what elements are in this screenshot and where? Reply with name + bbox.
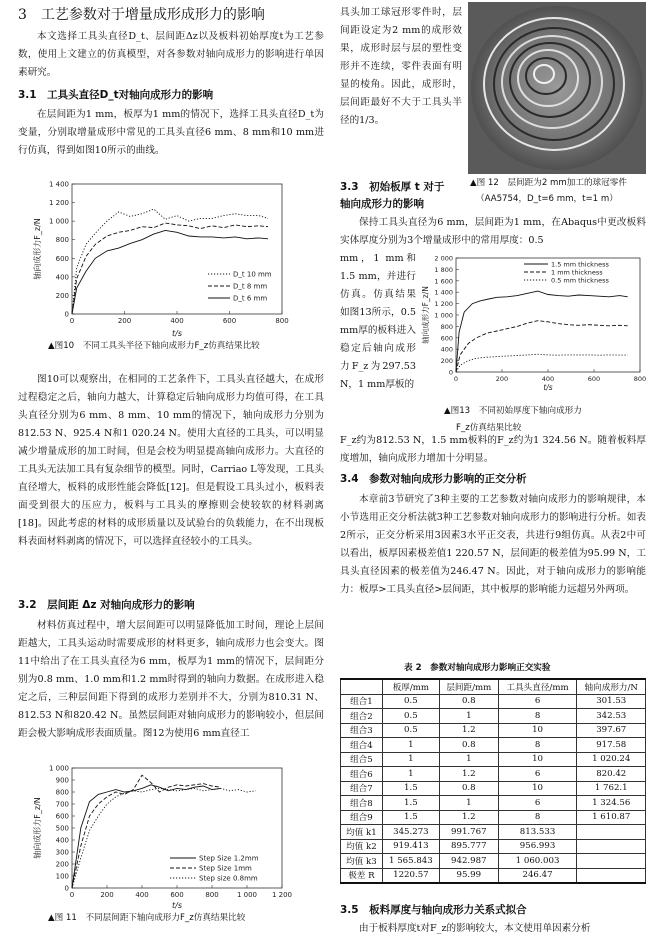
table-cell: 组合4 xyxy=(341,738,383,753)
table-cell: 8 xyxy=(498,810,577,825)
y-tick-label: 1 600 xyxy=(434,277,453,286)
table-cell: 342.53 xyxy=(577,709,646,724)
legend-label: D_t 6 mm xyxy=(233,294,268,303)
s35-paragraph: 由于板料厚度t对F_z的影响较大，本文使用单因素分析 xyxy=(359,923,591,934)
section-heading: 3 工艺参数对于增量成形成形力的影响 xyxy=(18,7,265,23)
table-cell: 1 xyxy=(382,738,439,753)
table-cell: 1 xyxy=(439,752,498,767)
y-tick-label: 800 xyxy=(55,236,69,245)
table-cell: 1 565.843 xyxy=(382,854,439,869)
legend-label: D_t 8 mm xyxy=(233,282,268,291)
table-cell: 301.53 xyxy=(577,694,646,709)
table-row xyxy=(341,868,646,883)
x-tick-label: 800 xyxy=(633,375,647,383)
table-header-cell: 轴向成形力/N xyxy=(577,679,646,694)
figure-10-caption: ▲图10 不同工具头半径下轴向成形力F_z仿真结果比较 xyxy=(48,341,260,351)
table-cell: 1 xyxy=(439,709,498,724)
table-row xyxy=(341,709,646,724)
figure-10-chart xyxy=(30,178,290,338)
y-tick-label: 800 xyxy=(440,322,453,331)
table-cell: 组合2 xyxy=(341,709,383,724)
s33-paragraph-a: 保持工具头直径为6 mm，层间距为1 mm，在Abaqus中更改板料实体厚度分别为3个增量成形中的常用厚度：0.5 xyxy=(340,217,646,246)
figure-13-caption: ▲图13 不同初始厚度下轴向成形力 xyxy=(444,406,582,416)
y-tick-label: 300 xyxy=(55,848,69,857)
s31-paragraph-2: 图10可以观察出，在相同的工艺条件下，工具头直径越大，在成形过程稳定之后，轴向力越大，计算稳定后轴向成形力均值可得，在工具头直径分别为6 mm、8 mm、10 mm的情况下，轴向成形力分别为812.53 N、925.4 N和1 020.24 N。使用大直径的工具头，可以明显减少增量成形的加工时间，但是会校为明显提高轴向成形力。大直径的工具头无法加工具有复杂细节的模型。同时，Carriao L等发现，工具头直径增大，板料的成形性能会降低[12]。但是假设工具头过小，板料表面受到很大的压应力，板料与工具头的摩擦则会使较软的材料剥离[18]。因此考虑的材料的成形质量以及试验台的负载能力，在不出现板料表面材料剥离的情况下，可以选择直径较小的工具头。 xyxy=(18,374,324,547)
table-row xyxy=(341,796,646,811)
table-cell: 组合1 xyxy=(341,694,383,709)
y-tick-label: 1 200 xyxy=(434,300,453,309)
plot-frame xyxy=(456,258,640,372)
table-cell: 均值 k1 xyxy=(341,825,383,840)
table-row xyxy=(341,781,646,796)
table-cell: 1.5 xyxy=(382,810,439,825)
table-row xyxy=(341,752,646,767)
table-cell: 组合6 xyxy=(341,767,383,782)
y-tick-label: 600 xyxy=(440,334,453,343)
table-cell: 1 762.1 xyxy=(577,781,646,796)
table-cell: 991.767 xyxy=(439,825,498,840)
table-cell: 组合3 xyxy=(341,723,383,738)
x-tick-label: 200 xyxy=(495,375,509,383)
legend-label: Step Size 1mm xyxy=(199,864,252,873)
heading-3-2: 3.2 层间距 Δz 对轴向成形力的影响 xyxy=(18,599,195,611)
legend-label: Step Size 1.2mm xyxy=(199,854,259,863)
intro-paragraph: 本文选择工具头直径D_t、层间距Δz以及板料初始厚度t为工艺参数，使用上文建立的仿真模型，对各参数对轴向成形力的影响进行单因素研究。 xyxy=(18,31,324,78)
x-tick-label: 0 xyxy=(69,317,75,325)
ball-cap-part-image xyxy=(468,2,646,174)
x-tick-label: 0 xyxy=(453,375,459,383)
x-tick-label: 400 xyxy=(170,317,184,325)
table-cell: 均值 k3 xyxy=(341,854,383,869)
table-cell: 0.8 xyxy=(439,738,498,753)
table-cell: 0.5 xyxy=(382,709,439,724)
table-cell: 1 xyxy=(439,796,498,811)
table-cell: 10 xyxy=(498,723,577,738)
table-row xyxy=(341,825,646,840)
table-cell xyxy=(577,854,646,869)
heading-3-3-line2: 轴向成形力的影响 xyxy=(340,198,424,210)
y-axis-label: 轴向成形力F_z/N xyxy=(33,797,42,859)
table-cell: 1.5 xyxy=(382,781,439,796)
y-axis-label: 轴向成形力F_z/N xyxy=(421,286,430,344)
table-cell: 246.47 xyxy=(498,868,577,883)
legend-label: 1.5 mm thickness xyxy=(551,260,609,269)
y-axis-label: 轴向成形力F_z/N xyxy=(33,218,42,280)
legend-label: D_t 10 mm xyxy=(233,270,272,279)
table-cell: 1 324.56 xyxy=(577,796,646,811)
table-cell: 1.5 xyxy=(382,796,439,811)
legend-label: 0.5 mm thickness xyxy=(551,276,609,285)
y-tick-label: 500 xyxy=(55,824,69,833)
x-tick-label: 600 xyxy=(587,375,601,383)
figure-13-chart xyxy=(420,252,646,392)
s33-paragraph-side: mm，1 mm和1.5 mm，并进行仿真。仿真结果如图13所示，0.5 mm厚的板料进入稳定后轴向成形力F_z为297.53 N，1 mm厚板的 xyxy=(340,253,416,390)
series-line xyxy=(456,321,628,372)
table-cell: 1220.57 xyxy=(382,868,439,883)
figure-11-caption: ▲图 11 不同层间距下轴向成形力F_z仿真结果比较 xyxy=(48,913,246,923)
y-tick-label: 700 xyxy=(55,800,69,809)
table-row xyxy=(341,854,646,869)
table-cell: 6 xyxy=(498,796,577,811)
table-cell: 345.273 xyxy=(382,825,439,840)
y-tick-label: 400 xyxy=(55,836,69,845)
table-cell: 0.5 xyxy=(382,723,439,738)
table-header-cell: 板厚/mm xyxy=(382,679,439,694)
y-tick-label: 600 xyxy=(55,254,69,263)
y-tick-label: 200 xyxy=(55,860,69,869)
table-cell: 组合7 xyxy=(341,781,383,796)
y-tick-label: 0 xyxy=(448,368,453,377)
series-line xyxy=(456,291,628,372)
y-tick-label: 800 xyxy=(55,788,69,797)
y-tick-label: 2 000 xyxy=(434,254,453,263)
series-line xyxy=(72,785,221,888)
y-tick-label: 900 xyxy=(55,776,69,785)
x-tick-label: 200 xyxy=(117,317,132,325)
table-cell: 均值 k2 xyxy=(341,839,383,854)
x-axis-label: t/s xyxy=(172,901,182,910)
s33-paragraph-b: F_z约为812.53 N，1.5 mm板料的F_z约为1 324.56 N。随着板料厚度增加，轴向成形力增加十分明显。 xyxy=(340,435,646,464)
x-tick-label: 800 xyxy=(275,317,289,325)
s32-continued: 具头加工球冠形零件时，层间距设定为2 mm的成形效果，成形时层与层的塑性变形并不连续，零件表面有明显的棱角。因此，成形时，层间距最好不大于工具头半径的1/3。 xyxy=(340,7,462,126)
heading-3-3-line1: 3.3 初始板厚 t 对于 xyxy=(340,181,445,193)
table-row xyxy=(341,738,646,753)
y-tick-label: 600 xyxy=(55,812,69,821)
y-tick-label: 200 xyxy=(440,357,453,366)
x-tick-label: 1 200 xyxy=(271,891,293,899)
table-cell: 1 xyxy=(382,767,439,782)
y-tick-label: 1 200 xyxy=(48,199,69,208)
legend-label: 1 mm thickness xyxy=(551,268,603,277)
s34-paragraph: 本章前3节研究了3种主要的工艺参数对轴向成形力的影响规律，本小节选用正交分析法就3种工艺参数对轴向成形力的影响进行分析。如表2所示，正交分析采用3因素3水平正交表，共进行9组仿真。从表2中可以看出，板厚因素极差值1 220.57 N，层间距的极差值为95.99 N，工具头直径因素的极差值为246.47 N。因此，对于轴向成形力的影响能力：板厚>工具头直径>层间距，其中板厚的影响能力远超另外两项。 xyxy=(340,494,646,595)
table-row xyxy=(341,694,646,709)
table-cell: 0.5 xyxy=(382,694,439,709)
x-tick-label: 1 000 xyxy=(236,891,258,899)
y-tick-label: 1 000 xyxy=(434,311,453,320)
table-cell: 组合9 xyxy=(341,810,383,825)
table-cell xyxy=(577,868,646,883)
table-cell: 8 xyxy=(498,709,577,724)
table-cell: 10 xyxy=(498,781,577,796)
y-tick-label: 1 400 xyxy=(434,288,453,297)
s32-paragraph-1: 材料仿真过程中，增大层间距可以明显降低加工时间，理论上层间距越大，工具头运动时需要成形的材料更多，轴向成形力也会变大。图11中给出了在工具头直径为6 mm，板厚为1 mm的情况下，层间距分别为0.8 mm、1.0 mm和1.2 mm时得到的轴向力数据。在成形进入稳定之后，三种层间距下得到的成形力差别并不大，分别为810.31 N、812.53 N和820.42 N。虽然层间距对轴向成形力的影响较小，但层间距会极大影响成形表面质量。图12为使用6 mm直径工 xyxy=(18,620,324,739)
x-tick-label: 800 xyxy=(205,891,219,899)
x-axis-label: t/s xyxy=(172,329,182,338)
figure-11-chart xyxy=(30,762,293,910)
x-tick-label: 600 xyxy=(222,317,237,325)
x-axis-label: t/s xyxy=(543,383,553,392)
x-tick-label: 400 xyxy=(541,375,555,383)
figure-12-subcaption: （AA5754，D_t=6 mm，t=1 m） xyxy=(476,194,618,204)
x-tick-label: 200 xyxy=(100,891,114,899)
table-header-row xyxy=(341,679,646,694)
table-cell: 1 020.24 xyxy=(577,752,646,767)
table-row xyxy=(341,810,646,825)
table-cell: 919.413 xyxy=(382,839,439,854)
table-2 xyxy=(340,678,646,884)
heading-3-5: 3.5 板料厚度与轴向成形力关系式拟合 xyxy=(340,904,527,916)
table-row xyxy=(341,767,646,782)
table-cell: 820.42 xyxy=(577,767,646,782)
figure-12-photo xyxy=(468,2,646,174)
table-cell: 95.99 xyxy=(439,868,498,883)
table-2-caption: 表 2 参数对轴向成形力影响正交实验 xyxy=(404,663,551,673)
y-tick-label: 100 xyxy=(55,872,69,881)
y-tick-label: 200 xyxy=(55,291,69,300)
table-cell: 组合5 xyxy=(341,752,383,767)
table-row xyxy=(341,723,646,738)
table-cell: 1 060.003 xyxy=(498,854,577,869)
y-tick-label: 1 800 xyxy=(434,265,453,274)
figure-12-caption: ▲图 12 层间距为2 mm加工的球冠零件 xyxy=(470,178,627,188)
table-cell: 397.67 xyxy=(577,723,646,738)
table-cell: 8 xyxy=(498,738,577,753)
table-header-cell xyxy=(341,679,383,694)
table-cell: 956.993 xyxy=(498,839,577,854)
table-cell: 895.777 xyxy=(439,839,498,854)
table-header-cell: 工具头直径/mm xyxy=(498,679,577,694)
y-tick-label: 1 000 xyxy=(48,217,69,226)
table-row xyxy=(341,839,646,854)
table-cell: 6 xyxy=(498,694,577,709)
table-cell xyxy=(577,825,646,840)
x-tick-label: 400 xyxy=(135,891,149,899)
table-cell: 10 xyxy=(498,752,577,767)
table-cell: 917.58 xyxy=(577,738,646,753)
table-cell: 6 xyxy=(498,767,577,782)
table-header-cell: 层间距/mm xyxy=(439,679,498,694)
y-tick-label: 400 xyxy=(440,345,453,354)
x-tick-label: 0 xyxy=(69,891,75,899)
table-cell xyxy=(577,839,646,854)
heading-3-4: 3.4 参数对轴向成形力影响的正交分析 xyxy=(340,473,527,485)
table-cell: 942.987 xyxy=(439,854,498,869)
series-line xyxy=(456,354,628,372)
figure-13-caption-line2: F_z仿真结果比较 xyxy=(456,423,522,433)
table-cell: 1.2 xyxy=(439,767,498,782)
table-cell: 组合8 xyxy=(341,796,383,811)
table-cell: 1 610.87 xyxy=(577,810,646,825)
table-cell: 极差 R xyxy=(341,868,383,883)
s31-paragraph-1: 在层间距为1 mm，板厚为1 mm的情况下，选择工具头直径D_t为变量，分别取增量成形中常见的工具头直径6 mm、8 mm和10 mm进行仿真，得到如图10所示的曲线。 xyxy=(18,109,324,156)
table-cell: 1 xyxy=(382,752,439,767)
legend-label: Step size 0.8mm xyxy=(199,874,258,883)
heading-3-1: 3.1 工具头直径D_t对轴向成形力的影响 xyxy=(18,89,214,101)
table-cell: 1.2 xyxy=(439,723,498,738)
y-tick-label: 0 xyxy=(64,310,69,319)
table-cell: 1.2 xyxy=(439,810,498,825)
y-tick-label: 1 400 xyxy=(48,180,69,189)
y-tick-label: 400 xyxy=(55,273,69,282)
table-cell: 0.8 xyxy=(439,694,498,709)
x-tick-label: 600 xyxy=(170,891,184,899)
y-tick-label: 0 xyxy=(64,884,69,893)
table-cell: 813.533 xyxy=(498,825,577,840)
table-cell: 0.8 xyxy=(439,781,498,796)
y-tick-label: 1 000 xyxy=(48,764,69,773)
